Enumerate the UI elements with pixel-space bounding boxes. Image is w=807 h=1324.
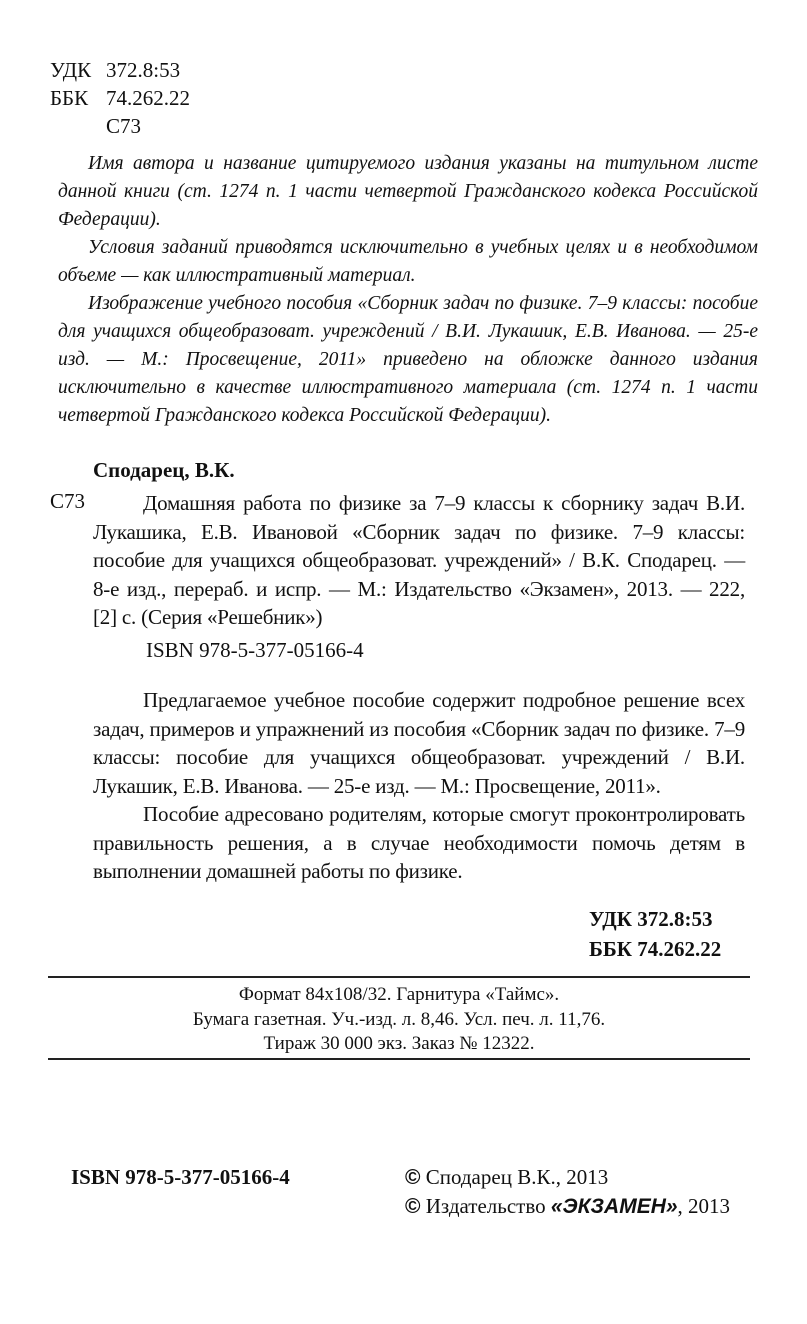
footer-bbk: ББК 74.262.22 [589, 937, 722, 961]
legal-notices [58, 150, 758, 430]
footer-codes [589, 904, 721, 964]
catalog-description [93, 489, 745, 632]
bottom-isbn: ISBN 978-5-377-05166-4 [71, 1165, 290, 1189]
copyright-publisher-line [405, 1192, 730, 1221]
udk-label: УДК [50, 58, 92, 82]
notice-paragraph: Изображение учебного пособия «Сборник задач по физике. 7–9 классы: пособие для учащихся общеобразоват. учреждений / В.И. Лукашик, Е.В. Иванова. — 25-е изд. — М.: Просвещение, 2011» приведено на обложке данного издания исключительно в качестве иллюстративного материала (ст. 1274 п. 1 части четвертой Гражданского кодекса Российской Федерации). [58, 293, 758, 426]
publisher-brand: «ЭКЗАМЕН» [550, 1195, 678, 1218]
copyright-author-line [405, 1163, 730, 1192]
catalog-isbn: ISBN 978-5-377-05166-4 [146, 638, 364, 662]
copyright-icon: © [405, 1195, 421, 1218]
bbk-label: ББК [50, 86, 89, 110]
catalog-description-text: Домашняя работа по физике за 7–9 классы к сборнику задач В.И. Лукашика, Е.В. Ивановой «Сборник задач по физике. 7–9 классы: пособие для учащихся общеобразоват. учреждений» / В.К. Сподарец. — 8-е изд., перераб. и испр. — М.: Издательство «Экзамен», 2013. — 222, [2] с. (Серия «Решебник») [93, 491, 745, 629]
copyright-publisher-suffix: , 2013 [677, 1194, 731, 1218]
imprint-line: Тираж 30 000 экз. Заказ № 12322. [263, 1033, 535, 1054]
catalog-author: Сподарец, В.К. [93, 458, 235, 482]
abstract-paragraph: Предлагаемое учебное пособие содержит подробное решение всех задач, примеров и упражнений из пособия «Сборник задач по физике. 7–9 классы: пособие для учащихся общеобразоват. учреждений / В.И. Лукашик, Е.В. Иванова. — 25-е изд. — М.: Просвещение, 2011». [93, 688, 745, 798]
divider-top [48, 976, 750, 978]
notice-paragraph: Имя автора и название цитируемого издания указаны на титульном листе данной книги (ст. 1274 п. 1 части четвертой Гражданского кодекса Российской Федерации). [58, 153, 758, 230]
copyright-publisher-prefix: Издательство [425, 1194, 551, 1218]
copyright-block [405, 1163, 730, 1221]
udk-value: 372.8:53 [106, 58, 181, 82]
catalog-code: С73 [50, 489, 86, 513]
imprint-line: Бумага газетная. Уч.-изд. л. 8,46. Усл. печ. л. 11,76. [192, 1008, 606, 1030]
divider-bottom [48, 1058, 750, 1060]
imprint-line: Формат 84х108/32. Гарнитура «Таймс». [238, 984, 560, 1005]
copyright-author: Сподарец В.К., 2013 [425, 1165, 609, 1189]
imprint-block [48, 983, 750, 1057]
classification-codes [50, 56, 190, 140]
abstract-paragraph: Пособие адресовано родителям, которые смогут проконтролировать правильность решения, а в случае необходимости помочь детям в выполнении домашней работы по физике. [93, 802, 745, 883]
abstract [93, 686, 745, 886]
bbk-value: 74.262.22 [106, 86, 190, 110]
copyright-icon: © [405, 1166, 421, 1189]
notice-paragraph: Условия заданий приводятся исключительно в учебных целях и в необходимом объеме — как иллюстративный материал. [58, 237, 758, 286]
footer-udk: УДК 372.8:53 [589, 907, 713, 931]
author-code: С73 [106, 114, 142, 138]
